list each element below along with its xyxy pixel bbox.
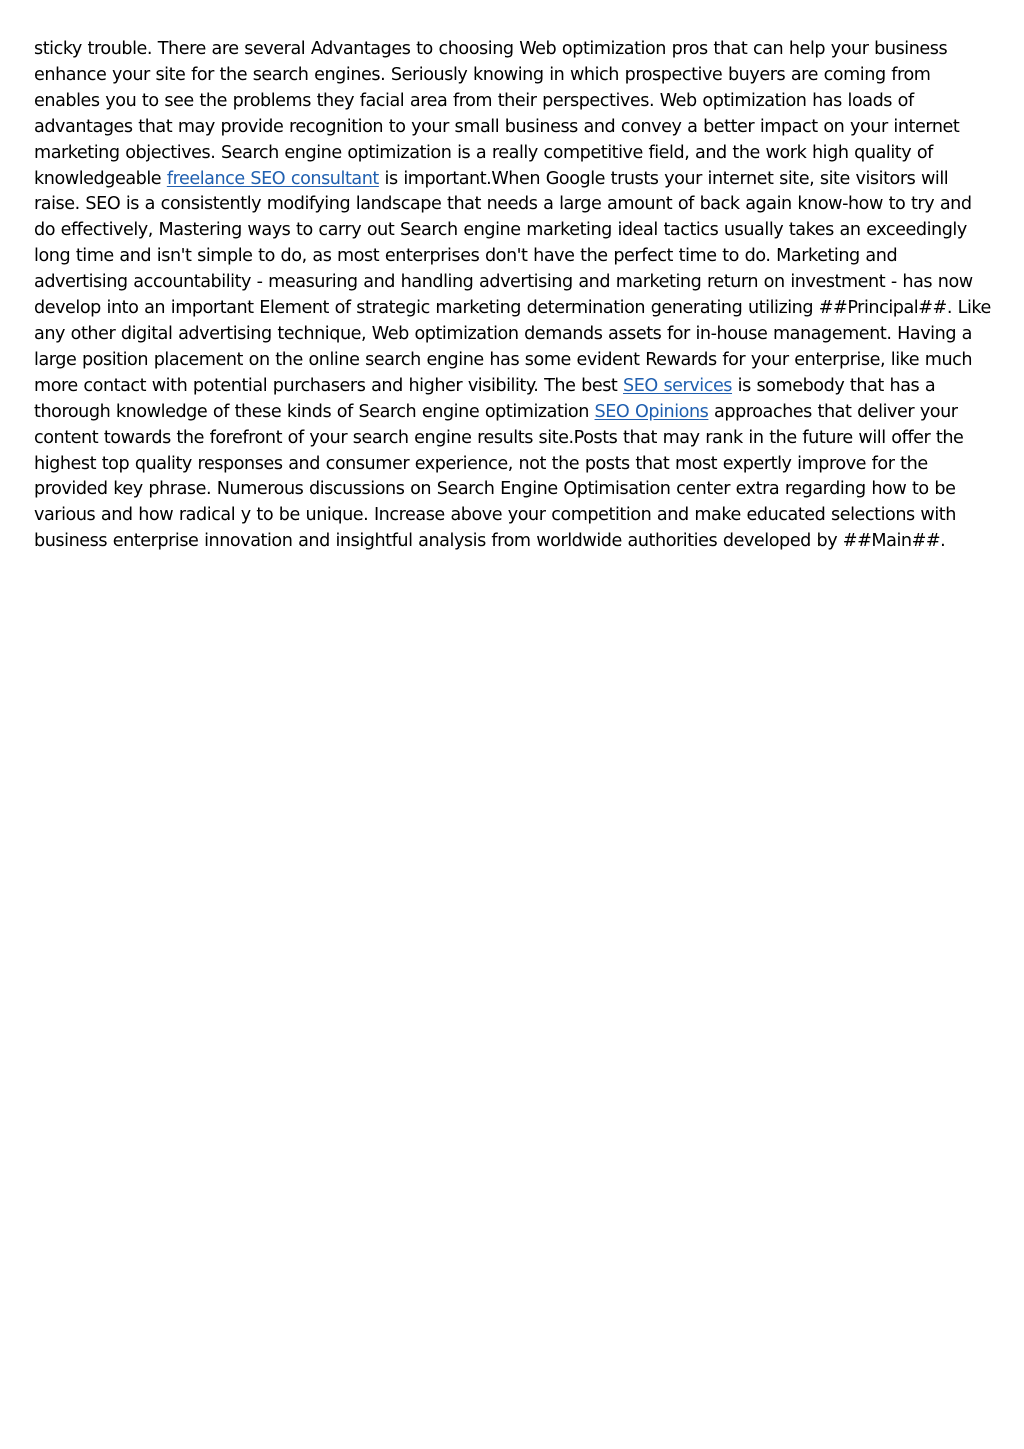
article-paragraph	[34, 37, 992, 555]
paragraph-text: sticky trouble. There are several Advantages to choosing Web optimization pros that can help your business enhance your site for the search engines. Seriously knowing in which prospective buyers are coming from enables you to see the problems they facial area from their perspectives. Web optimization has loads of advantages that may provide recognition to your small business and convey a better impact on your internet marketing objectives. Search engine optimization is a really competitive field, and the work high quality of knowledgeable	[34, 39, 960, 189]
paragraph-text: is important.When Google trusts your internet site, site visitors will raise. SEO is a consistently modifying landscape that needs a large amount of back again know-how to try and do effectively, Mastering ways to carry out Search engine marketing ideal tactics usually takes an exceedingly long time and isn't simple to do, as most enterprises don't have the perfect time to do. Marketing and advertising accountability - measuring and handling advertising and marketing return on investment - has now develop into an important Element of strategic marketing determination generating utilizing ##Principal##. Like any other digital advertising technique, Web optimization demands assets for in-house management. Having a large position placement on the online search engine has some evident Rewards for your enterprise, like much more contact with potential purchasers and higher visibility. The best	[34, 168, 991, 396]
document-page	[34, 37, 992, 555]
paragraph-text: approaches that deliver your content towards the forefront of your search engine results site.Posts that may rank in the future will offer the highest top quality responses and consumer experience, not the posts that most expertly improve for the provided key phrase. Numerous discussions on Search Engine Optimisation center extra regarding how to be various and how radical y to be unique. Increase above your competition and make educated selections with business enterprise innovation and insightful analysis from worldwide authorities developed by ##Main##.	[34, 401, 964, 552]
seo-opinions-link[interactable]: SEO Opinions	[594, 401, 709, 422]
paragraph-text: is somebody that has a thorough knowledge of these kinds of Search engine optimization	[34, 375, 936, 422]
freelance-seo-consultant-link[interactable]: freelance SEO consultant	[166, 168, 379, 189]
seo-services-link[interactable]: SEO services	[623, 375, 733, 396]
